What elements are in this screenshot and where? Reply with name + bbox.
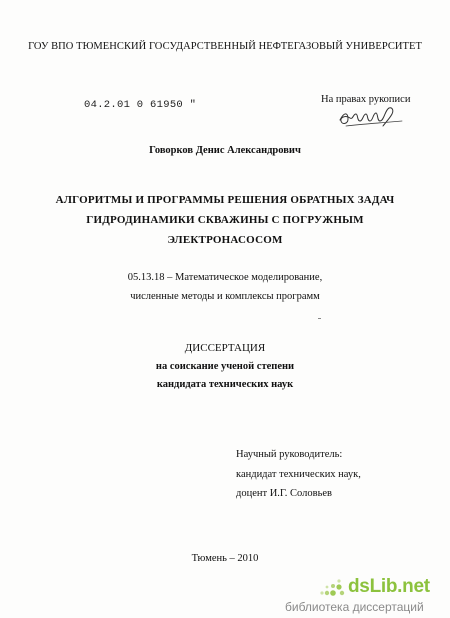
dissertation-type: ДИССЕРТАЦИЯ	[184, 342, 266, 354]
degree-line: на соискание ученой степени	[155, 361, 295, 372]
degree-line: кандидата технических наук	[156, 379, 294, 390]
watermark-dots-icon	[318, 577, 346, 599]
advisor-line: доцент И.Г. Соловьев	[236, 488, 333, 499]
handwritten-signature	[336, 104, 408, 130]
watermark-subtitle: библиотека диссертаций	[285, 600, 424, 614]
title-line: АЛГОРИТМЫ И ПРОГРАММЫ РЕШЕНИЯ ОБРАТНЫХ ЗАДАЧ	[55, 194, 395, 206]
author-name: Говорков Денис Александрович	[149, 145, 301, 156]
specialty-line: численные методы и комплексы программ	[130, 291, 320, 302]
title-line: ГИДРОДИНАМИКИ СКВАЖИНЫ С ПОГРУЖНЫМ	[86, 214, 364, 226]
university-name: ГОУ ВПО ТЮМЕНСКИЙ ГОСУДАРСТВЕННЫЙ НЕФТЕГАЗОВЫЙ УНИВЕРСИТЕТ	[28, 41, 422, 52]
registration-number: 04.2.01 0 61950 "	[84, 99, 197, 111]
watermark-site-name: dsLib.net	[348, 576, 430, 597]
advisor-line: Научный руководитель:	[236, 449, 343, 460]
city-year: Тюмень – 2010	[191, 553, 259, 564]
rights-note: На правах рукописи	[321, 94, 411, 105]
advisor-line: кандидат технических наук,	[236, 469, 361, 480]
specialty-line: 05.13.18 – Математическое моделирование,	[127, 272, 323, 283]
title-line: ЭЛЕКТРОНАСОСОМ	[167, 234, 283, 246]
scan-speck	[318, 318, 321, 319]
